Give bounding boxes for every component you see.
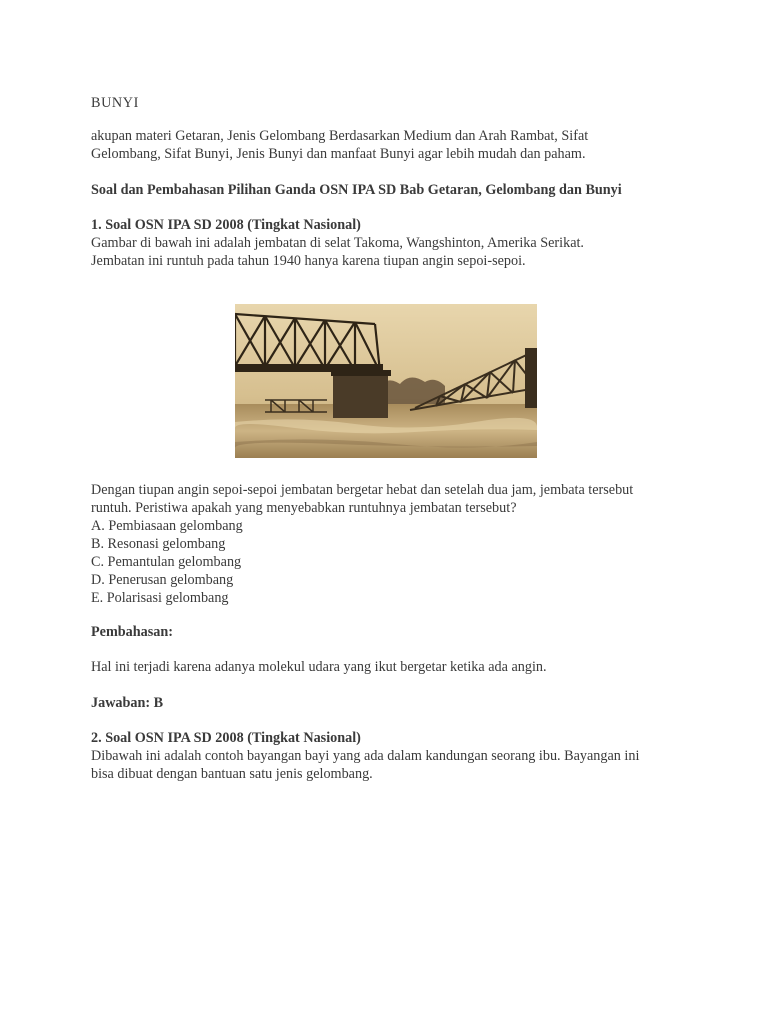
doc-heading: BUNYI bbox=[91, 95, 139, 111]
intro-line: akupan materi Getaran, Jenis Gelombang Berdasarkan Medium dan Arah Rambat, Sifat bbox=[91, 128, 589, 144]
q1-text-line: Gambar di bawah ini adalah jembatan di selat Takoma, Wangshinton, Amerika Serikat. bbox=[91, 235, 584, 251]
q1-question-line: runtuh. Peristiwa apakah yang menyebabkan runtuhnya jembatan tersebut? bbox=[91, 500, 517, 516]
collapsed-bridge-photo bbox=[235, 304, 537, 458]
q1-option-d: D. Penerusan gelombang bbox=[91, 572, 234, 588]
bridge-image bbox=[235, 304, 537, 458]
q2-text-line: bisa dibuat dengan bantuan satu jenis gelombang. bbox=[91, 766, 373, 782]
q1-title: 1. Soal OSN IPA SD 2008 (Tingkat Nasional) bbox=[91, 217, 361, 233]
q1-option-e: E. Polarisasi gelombang bbox=[91, 590, 229, 606]
q2-text bbox=[91, 747, 691, 783]
intro-paragraph bbox=[91, 127, 691, 163]
q1-question-line: Dengan tiupan angin sepoi-sepoi jembatan bergetar hebat dan setelah dua jam, jembata tersebut bbox=[91, 482, 634, 498]
q2-text-line: Dibawah ini adalah contoh bayangan bayi yang ada dalam kandungan seorang ibu. Bayangan ini bbox=[91, 748, 640, 764]
q2-title: 2. Soal OSN IPA SD 2008 (Tingkat Nasional) bbox=[91, 730, 361, 746]
q1-text-line: Jembatan ini runtuh pada tahun 1940 hanya karena tiupan angin sepoi-sepoi. bbox=[91, 253, 526, 269]
q1-option-c: C. Pemantulan gelombang bbox=[91, 554, 242, 570]
q1-option-b: B. Resonasi gelombang bbox=[91, 536, 226, 552]
q1-discussion-label: Pembahasan: bbox=[91, 624, 173, 640]
q1-text bbox=[91, 234, 691, 270]
q1-question bbox=[91, 481, 691, 607]
q1-discussion-text: Hal ini terjadi karena adanya molekul udara yang ikut bergetar ketika ada angin. bbox=[91, 659, 547, 675]
q1-option-a: A. Pembiasaan gelombang bbox=[91, 518, 243, 534]
q1-answer: Jawaban: B bbox=[91, 695, 164, 711]
section-title: Soal dan Pembahasan Pilihan Ganda OSN IPA SD Bab Getaran, Gelombang dan Bunyi bbox=[91, 182, 622, 198]
intro-line: Gelombang, Sifat Bunyi, Jenis Bunyi dan manfaat Bunyi agar lebih mudah dan paham. bbox=[91, 146, 586, 162]
